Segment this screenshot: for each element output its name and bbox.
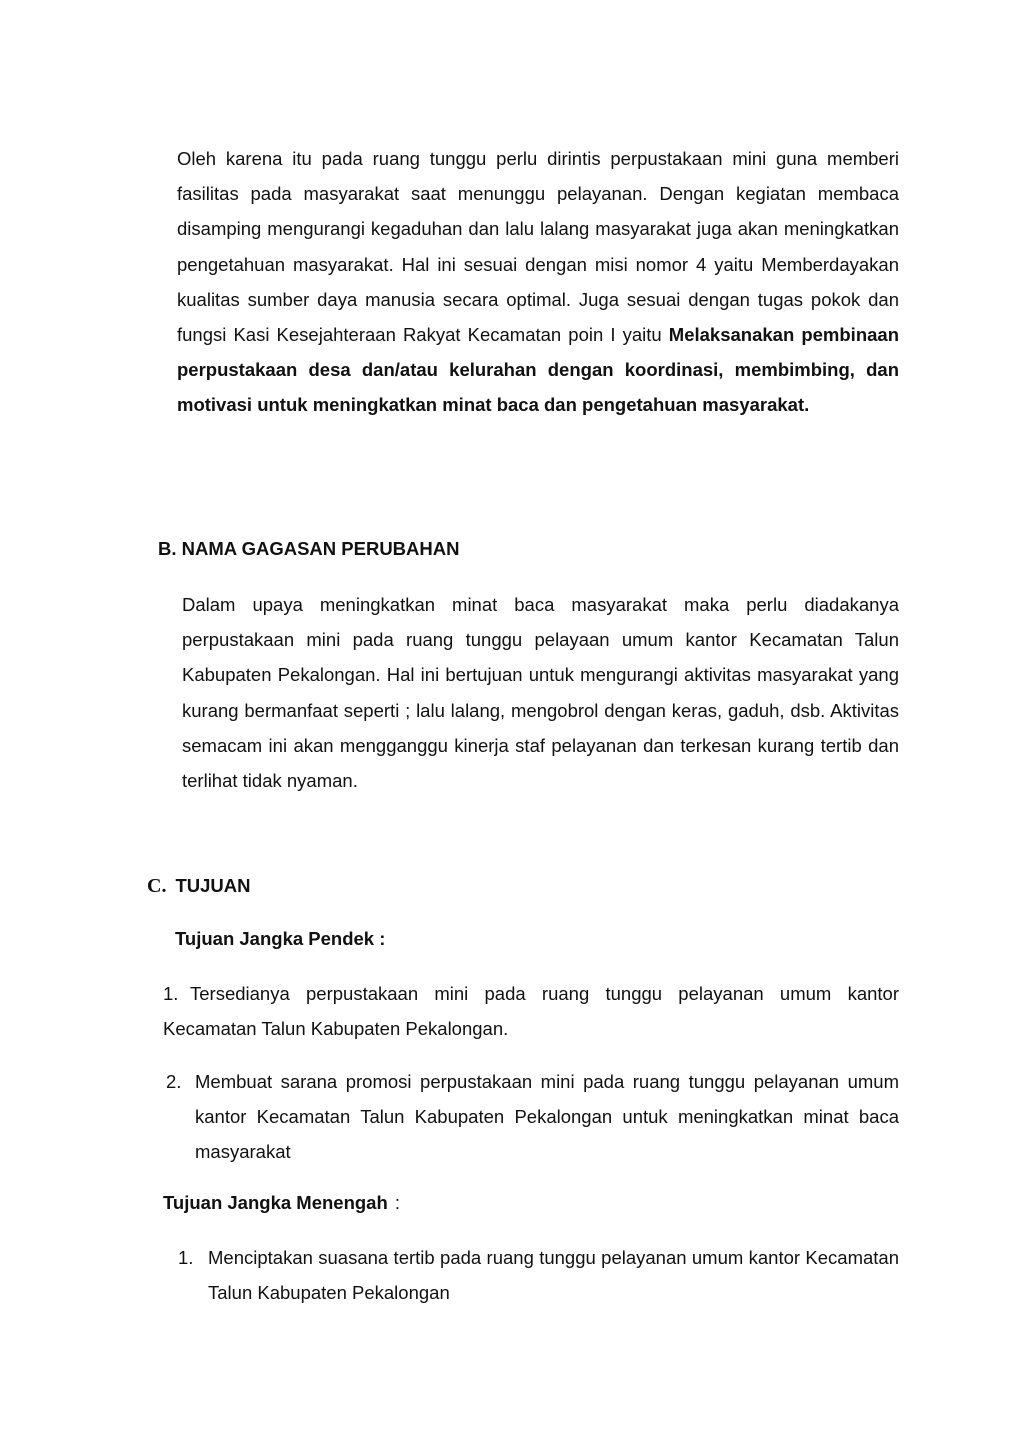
list-item-text-content: Tersedianya perpustakaan mini pada ruang tunggu pelayanan umum kantor Kecamatan Talun Kabupaten Pekalongan.: [163, 983, 899, 1040]
intro-paragraph: [177, 141, 899, 423]
section-b-paragraph: Dalam upaya meningkatkan minat baca masyarakat maka perlu diadakanya perpustakaan mini pada ruang tunggu pelayaan umum kantor Kecamatan Talun Kabupaten Pekalongan. Hal ini bertujuan untuk mengurangi aktivitas masyarakat yang kurang bermanfaat seperti ; lalu lalang, mengobrol dengan keras, gaduh, dsb. Aktivitas semacam ini akan mengganggu kinerja staf pelayanan dan terkesan kurang tertib dan terlihat tidak nyaman.: [182, 594, 899, 792]
list-item-text: [166, 1064, 899, 1170]
mid-term-title: [163, 1192, 400, 1214]
list-item: [166, 1064, 899, 1170]
list-item-number: 2.: [166, 1071, 182, 1092]
list-item-number: 1.: [163, 983, 179, 1004]
list-item-text-content: Menciptakan suasana tertib pada ruang tunggu pelayanan umum kantor Kecamatan Talun Kabupaten Pekalongan: [208, 1247, 899, 1304]
section-c-title: TUJUAN: [175, 875, 251, 896]
list-item-text: [163, 976, 899, 1046]
list-item-text: [178, 1240, 899, 1310]
section-b-heading: B. NAMA GAGASAN PERUBAHAN: [158, 538, 460, 559]
mid-term-colon: :: [394, 1192, 401, 1213]
mid-term-title-text: Tujuan Jangka Menengah: [163, 1192, 388, 1213]
list-item: [178, 1240, 899, 1310]
list-item: [163, 976, 899, 1046]
intro-bold-text: Melaksanakan pembinaan perpustakaan desa dan/atau kelurahan dengan koordinasi, membimbing, dan motivasi untuk meningkatkan minat baca dan pengetahuan masyarakat.: [177, 324, 899, 416]
intro-text: Oleh karena itu pada ruang tunggu perlu dirintis perpustakaan mini guna memberi fasilitas pada masyarakat saat menunggu pelayanan. Dengan kegiatan membaca disamping mengurangi kegaduhan dan lalu lalang masyarakat juga akan meningkatkan pengetahuan masyarakat. Hal ini sesuai dengan misi nomor 4 yaitu Memberdayakan kualitas sumber daya manusia secara optimal. Juga sesuai dengan tugas pokok dan fungsi Kasi Kesejahteraan Rakyat Kecamatan poin I yaitu: [177, 148, 899, 346]
section-c-heading: [147, 875, 250, 898]
list-item-number: 1.: [178, 1247, 194, 1268]
section-c-letter: C.: [147, 875, 167, 897]
short-term-title: Tujuan Jangka Pendek :: [175, 928, 386, 949]
list-item-text-content: Membuat sarana promosi perpustakaan mini pada ruang tunggu pelayanan umum kantor Kecamatan Talun Kabupaten Pekalongan untuk meningkatkan minat baca masyarakat: [195, 1071, 899, 1163]
